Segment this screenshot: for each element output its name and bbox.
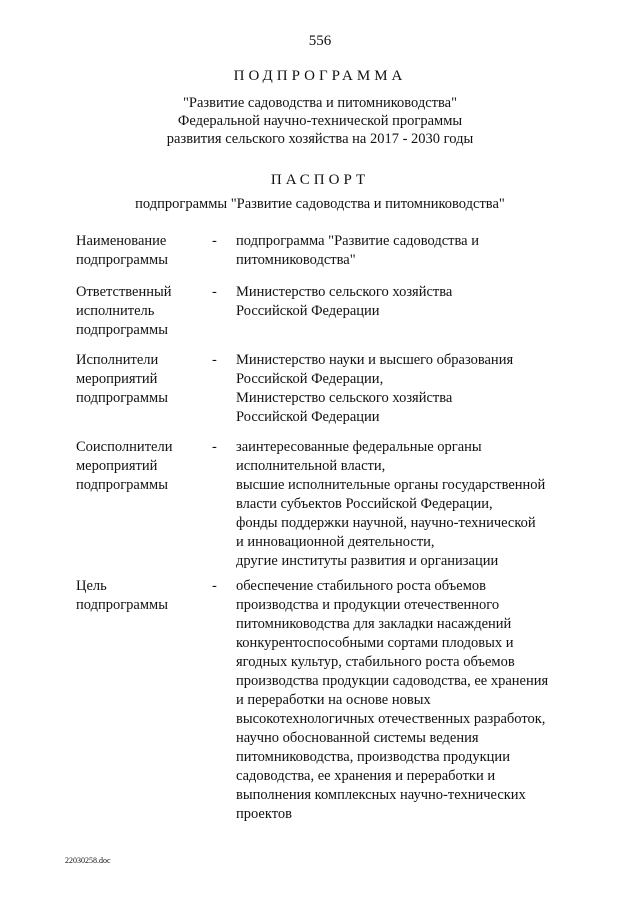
value-line: питомниководства для закладки насаждений (236, 616, 512, 632)
row-dash: - (212, 233, 217, 249)
value-line: заинтересованные федеральные органы (236, 439, 482, 455)
subtitle-line: Федеральной научно-технической программы (177, 113, 463, 129)
value-line: Российской Федерации (236, 303, 380, 319)
value-line: подпрограмма "Развитие садоводства и (236, 233, 479, 249)
label-line: исполнитель (76, 303, 155, 319)
value-line: обеспечение стабильного роста объемов (236, 578, 486, 594)
row-value (236, 351, 606, 427)
label-line: Цель (76, 578, 107, 594)
value-line: власти субъектов Российской Федерации, (236, 496, 493, 512)
value-line: производства продукции садоводства, ее хранения (236, 673, 549, 689)
label-line: подпрограммы (76, 477, 168, 493)
row-label (76, 283, 206, 340)
label-line: Ответственный (76, 284, 172, 300)
subprogram-subtitle (0, 94, 640, 148)
label-line: подпрограммы (76, 322, 168, 338)
subtitle-line: "Развитие садоводства и питомниководства" (182, 95, 458, 111)
value-line: Российской Федерации (236, 409, 380, 425)
value-line: садоводства, ее хранения и переработки и (236, 768, 496, 784)
passport-title: ПАСПОРТ (270, 172, 370, 188)
document-footer: 22030258.doc (65, 856, 111, 865)
row-value (236, 283, 606, 321)
value-line: исполнительной власти, (236, 458, 386, 474)
value-line: выполнения комплексных научно-технических (236, 787, 526, 803)
row-dash: - (212, 578, 217, 594)
row-value (236, 577, 606, 824)
value-line: Министерство сельского хозяйства (236, 284, 453, 300)
row-dash: - (212, 284, 217, 300)
subtitle-line: развития сельского хозяйства на 2017 - 2030 годы (166, 131, 474, 147)
row-value (236, 438, 606, 571)
row-label (76, 232, 206, 270)
value-line: питомниководства, производства продукции (236, 749, 510, 765)
label-line: Наименование (76, 233, 167, 249)
label-line: Исполнители (76, 352, 159, 368)
subprogram-title: ПОДПРОГРАММА (233, 68, 407, 84)
row-label (76, 351, 206, 408)
value-line: питомниководства" (236, 252, 356, 268)
row-label (76, 438, 206, 495)
value-line: и инновационной деятельности, (236, 534, 435, 550)
label-line: Соисполнители (76, 439, 173, 455)
value-line: фонды поддержки научной, научно-технической (236, 515, 536, 531)
value-line: проектов (236, 806, 292, 822)
row-label (76, 577, 206, 615)
value-line: Министерство сельского хозяйства (236, 390, 453, 406)
row-dash: - (212, 439, 217, 455)
value-line: научно обоснованной системы ведения (236, 730, 479, 746)
value-line: Министерство науки и высшего образования (236, 352, 514, 368)
value-line: высокотехнологичных отечественных разработок, (236, 711, 546, 727)
value-line: ягодных культур, стабильного роста объемов (236, 654, 515, 670)
value-line: и переработки на основе новых (236, 692, 431, 708)
label-line: мероприятий (76, 458, 158, 474)
label-line: подпрограммы (76, 597, 168, 613)
label-line: подпрограммы (76, 252, 168, 268)
value-line: производства и продукции отечественного (236, 597, 500, 613)
passport-subtitle: подпрограммы "Развитие садоводства и питомниководства" (135, 196, 505, 212)
value-line: конкурентоспособными сортами плодовых и (236, 635, 514, 651)
value-line: другие институты развития и организации (236, 553, 499, 569)
value-line: Российской Федерации, (236, 371, 384, 387)
label-line: мероприятий (76, 371, 158, 387)
row-value (236, 232, 606, 270)
value-line: высшие исполнительные органы государственной (236, 477, 546, 493)
row-dash: - (212, 352, 217, 368)
page-number: 556 (308, 33, 332, 49)
label-line: подпрограммы (76, 390, 168, 406)
